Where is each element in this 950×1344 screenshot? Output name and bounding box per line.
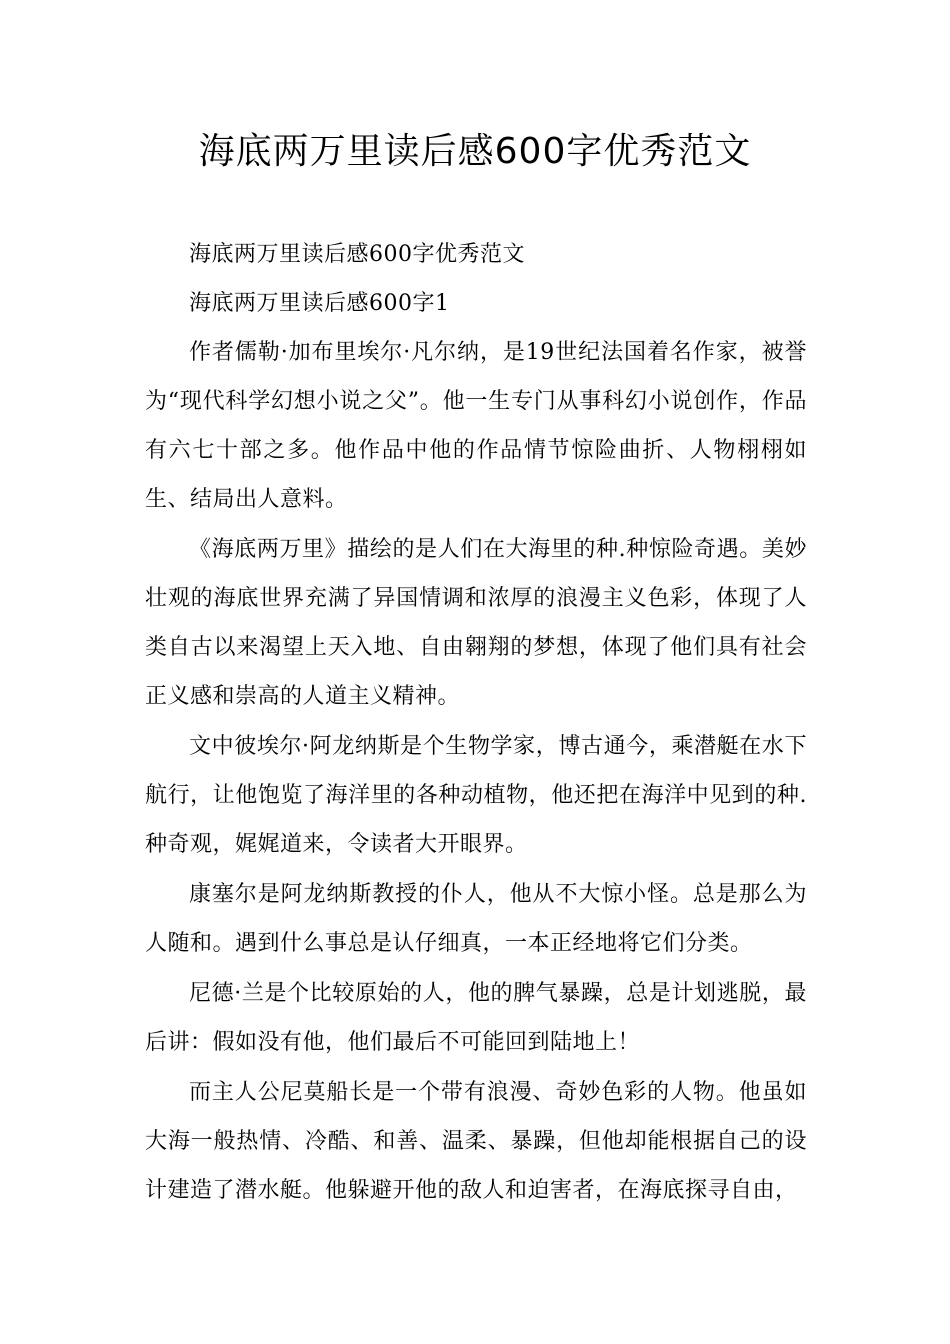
paragraph-captain-nemo: 而主人公尼莫船长是一个带有浪漫、奇妙色彩的人物。他虽如大海一般热情、冷酷、和善、温柔、暴躁，但他却能根据自己的设计建造了潜水艇。他躲避开他的敌人和迫害者，在海底探寻自由， — [145, 1080, 807, 1203]
paragraph-conseil: 康塞尔是阿龙纳斯教授的仆人，他从不大惊小怪。总是那么为人随和。遇到什么事总是认仔细真，一本正经地将它们分类。 — [145, 882, 807, 956]
paragraph-author-intro: 作者儒勒·加布里埃尔·凡尔纳，是19世纪法国着名作家，被誉为“现代科学幻想小说之父”。他一生专门从事科幻小说创作，作品有六七十部之多。他作品中他的作品情节惊险曲折、人物栩栩如生、结局出人意料。 — [145, 340, 807, 512]
paragraph-section-heading: 海底两万里读后感600字1 — [189, 291, 450, 316]
paragraph-book-summary: 《海底两万里》描绘的是人们在大海里的种.种惊险奇遇。美妙壮观的海底世界充满了异国情调和浓厚的浪漫主义色彩，体现了人类自古以来渴望上天入地、自由翱翔的梦想，体现了他们具有社会正义感和崇高的人道主义精神。 — [145, 537, 807, 709]
paragraph-ned-land: 尼德·兰是个比较原始的人，他的脾气暴躁，总是计划逃脱，最后讲：假如没有他，他们最后不可能回到陆地上！ — [145, 981, 807, 1055]
document-title: 海底两万里读后感600字优秀范文 — [198, 131, 752, 172]
paragraph-aronnax: 文中彼埃尔·阿龙纳斯是个生物学家，博古通今，乘潜艇在水下航行，让他饱览了海洋里的各种动植物，他还把在海洋中见到的种.种奇观，娓娓道来，令读者大开眼界。 — [145, 734, 807, 857]
paragraph-subtitle: 海底两万里读后感600字优秀范文 — [189, 242, 525, 267]
document-body — [145, 230, 807, 1215]
